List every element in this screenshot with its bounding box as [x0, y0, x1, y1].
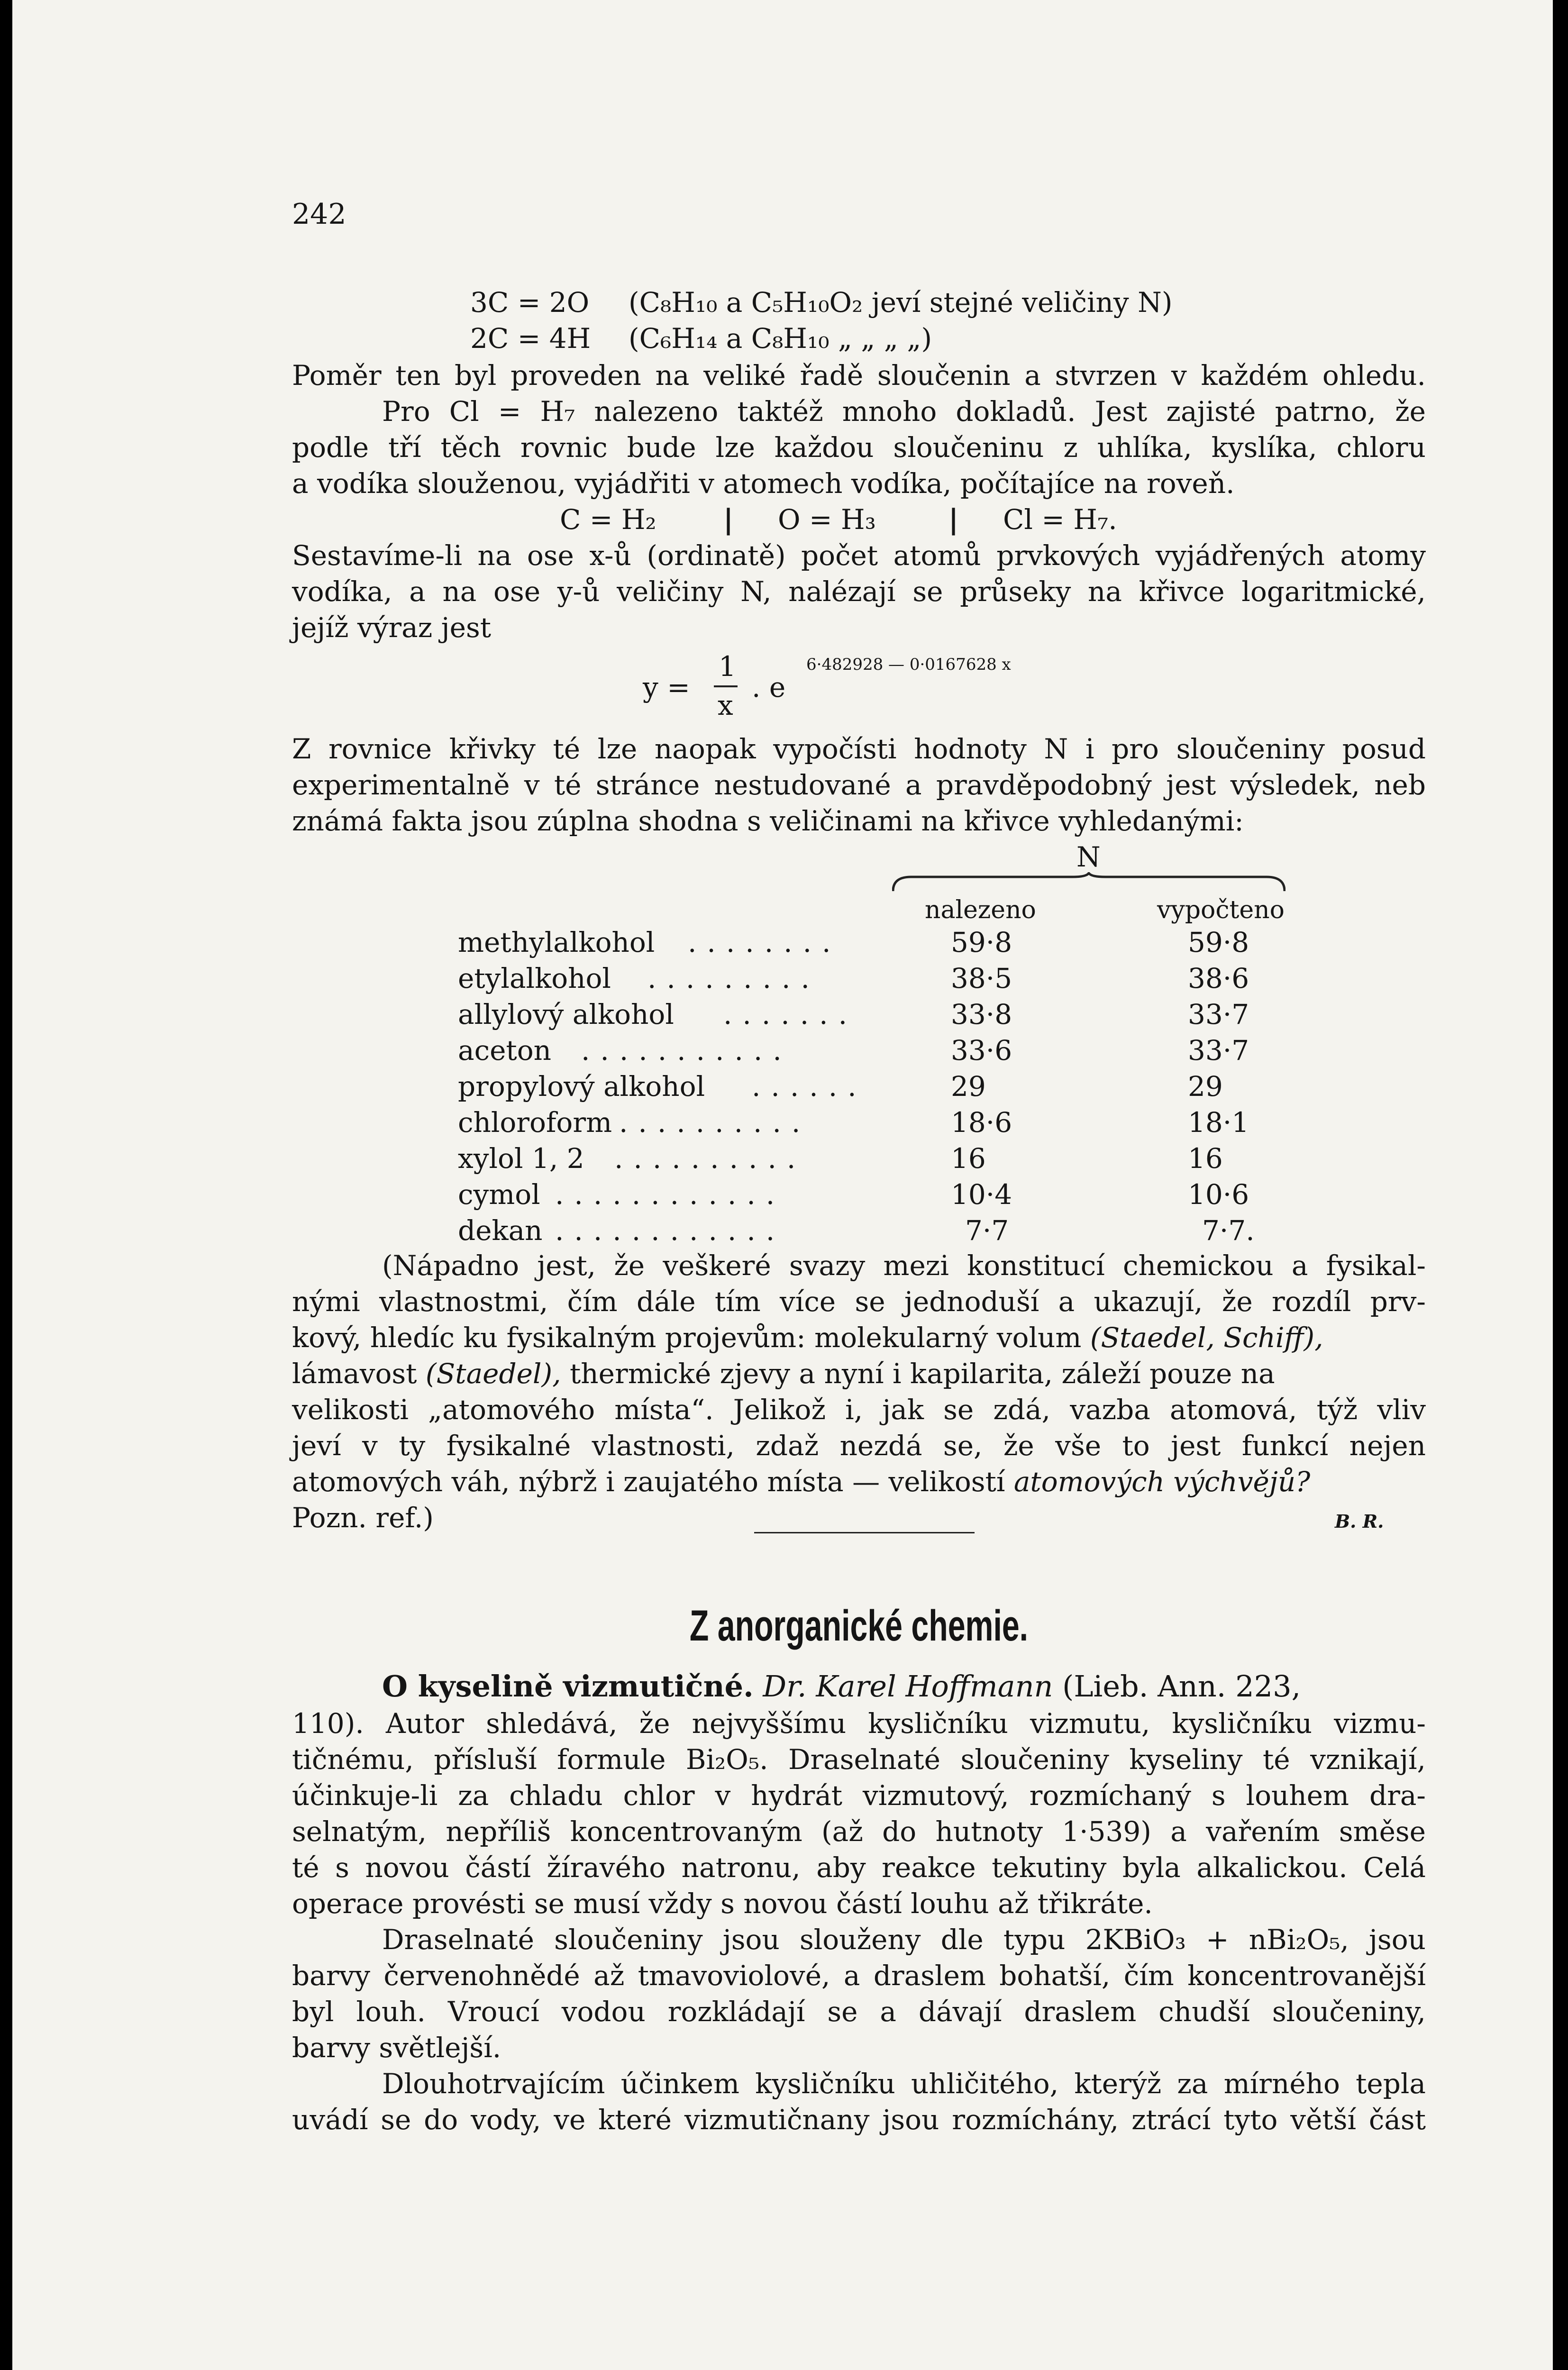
row-found: 16 — [951, 1142, 986, 1175]
article-author: Dr. Karel Hoffmann — [763, 1669, 1053, 1704]
ratio-chlorine: Cl = H₇. — [1003, 503, 1117, 536]
book-page — [12, 0, 1553, 2370]
table-row — [458, 1104, 1311, 1140]
table-row — [458, 1176, 1311, 1212]
note-line-2: nými vlastnostmi, čím dále tím více se jednoduší a ukazují, že rozdíl prv- — [292, 1285, 1426, 1318]
section-heading-wrap — [292, 1597, 1426, 1654]
note-line-7 — [292, 1464, 1310, 1500]
row-leaders: .......... — [619, 1106, 811, 1139]
ratio-separator-1: | — [723, 503, 734, 536]
table-row — [458, 1140, 1311, 1176]
row-calc: 38·6 — [1188, 962, 1249, 994]
logarithmic-formula — [643, 640, 1069, 720]
row-calc: 33·7 — [1188, 1034, 1249, 1066]
row-leaders: ........... — [581, 1034, 792, 1066]
article-line-9: byl louh. Vroucí vodou rozkládají se a dávají draslem chudší sloučeniny, — [292, 1996, 1426, 2028]
para3-line-2: experimentalně v té stránce nestudované a pravděpodobný jest výsledek, neb — [292, 769, 1426, 801]
row-found: 38·5 — [951, 962, 1012, 994]
article-first-line — [382, 1668, 1301, 1705]
page-number: 242 — [292, 198, 346, 231]
row-substance: cymol — [458, 1178, 540, 1211]
row-leaders: ....... — [723, 998, 858, 1030]
formula-denominator: x — [718, 689, 733, 721]
row-leaders: .......... — [614, 1142, 806, 1175]
article-line-8: barvy červenohnědé až tmavoviolové, a draslem bohatší, čím koncentrovanější — [292, 1960, 1426, 1992]
row-found: 59·8 — [951, 926, 1012, 958]
para2-line-3: jejíž výraz jest — [292, 611, 492, 644]
row-found: 29 — [951, 1070, 986, 1103]
row-substance: aceton — [458, 1034, 551, 1066]
note-line-6: jeví v ty fysikalné vlastnosti, zdaž nezdá se, že vše to jest funkcí nejen — [292, 1430, 1426, 1462]
equivalence-2-note: (C₆H₁₄ a C₈H₁₀ „ „ „ „) — [629, 322, 932, 355]
row-calc: 16 — [1188, 1142, 1223, 1175]
formula-numerator: 1 — [719, 650, 736, 683]
note-line-7-text: atomových váh, nýbrž i zaujatého místa — velikostí — [292, 1466, 1014, 1498]
row-calc: 18·1 — [1188, 1106, 1249, 1139]
row-calc: 10·6 — [1188, 1178, 1249, 1211]
row-substance: xylol 1, 2 — [458, 1142, 584, 1175]
para2-line-1: Sestavíme-li na ose x-ů (ordinatě) počet atomů prvkových vyjádřených atomy — [292, 539, 1426, 572]
row-found: 33·6 — [951, 1034, 1012, 1066]
para1-line-1: Poměr ten byl proveden na veliké řadě sloučenin a stvrzen v každém ohledu. — [292, 359, 1426, 392]
row-calc: 59·8 — [1188, 926, 1249, 958]
row-leaders: ...... — [752, 1070, 867, 1103]
row-leaders: ........ — [688, 926, 841, 958]
article-line-7: Draselnaté sloučeniny jsou slouženy dle typu 2KBiO₃ + nBi₂O₅, jsou — [382, 1923, 1426, 1956]
col-vypocteno: vypočteno — [1157, 896, 1285, 924]
table-row — [458, 960, 1311, 996]
table-row — [458, 1032, 1311, 1068]
row-substance: etylalkohol — [458, 962, 611, 994]
note-line-3 — [292, 1320, 1323, 1356]
row-substance: allylový alkohol — [458, 998, 674, 1030]
equivalence-2: 2C = 4H — [470, 322, 591, 355]
note-line-3-citation: (Staedel, Schiff), — [1090, 1322, 1323, 1354]
article-line-11: Dlouhotrvajícím účinkem kysličníku uhličitého, kterýž za mírného tepla — [382, 2068, 1426, 2100]
equivalence-1: 3C = 2O — [470, 286, 590, 319]
table-row — [458, 1068, 1311, 1104]
table-row — [458, 924, 1311, 960]
equivalence-1-note: (C₈H₁₀ a C₅H₁₀O₂ jeví stejné veličiny N) — [629, 286, 1173, 319]
article-line-6: operace provésti se musí vždy s novou částí louhu až třikráte. — [292, 1887, 1153, 1920]
para1-line-4: a vodíka slouženou, vyjádřiti v atomech vodíka, počítajíce na roveň. — [292, 467, 1235, 500]
row-calc: 33·7 — [1188, 998, 1249, 1030]
row-found: 18·6 — [951, 1106, 1012, 1139]
para3-line-1: Z rovnice křivky té lze naopak vypočísti hodnoty N i pro sloučeniny posud — [292, 733, 1426, 765]
article-line-12: uvádí se do vody, ve které vizmutičnany jsou rozmíchány, ztrácí tyto větší část — [292, 2104, 1426, 2136]
article-line-4: selnatým, nepříliš koncentrovaným (až do hutnoty 1·539) a vařením směse — [292, 1815, 1426, 1848]
note-line-4 — [292, 1356, 1275, 1392]
ratio-separator-2: | — [948, 503, 959, 536]
values-table — [458, 839, 1311, 1251]
note-line-8: Pozn. ref.) — [292, 1502, 434, 1534]
table-row — [458, 996, 1311, 1032]
col-nalezeno: nalezeno — [925, 896, 1036, 924]
note-line-4-rest: thermické zjevy a nyní i kapilarita, záleží pouze na — [561, 1358, 1275, 1390]
table-row — [458, 1212, 1311, 1249]
row-found: 10·4 — [951, 1178, 1012, 1211]
table-group-header: N — [1076, 841, 1101, 873]
note-line-7-italic: atomových výchvějů? — [1013, 1466, 1311, 1498]
para1-line-3: podle tří těch rovnic bude lze každou sloučeninu z uhlíka, kyslíka, chloru — [292, 431, 1426, 464]
row-substance: chloroform — [458, 1106, 612, 1139]
ratio-oxygen: O = H₃ — [778, 503, 876, 536]
formula-lhs: y = — [643, 671, 690, 703]
row-substance: propylový alkohol — [458, 1070, 705, 1103]
note-initials: B. R. — [1335, 1511, 1384, 1532]
row-calc: 29 — [1188, 1070, 1223, 1103]
note-separator — [754, 1532, 975, 1533]
row-found: 33·8 — [951, 998, 1012, 1030]
note-line-5: velikosti „atomového místa“. Jelikož i, jak se zdá, vazba atomová, týž vliv — [292, 1394, 1426, 1426]
article-line-1: 110). Autor shledává, že nejvyššímu kysličníku vizmutu, kysličníku vizmu- — [292, 1707, 1426, 1740]
table-body — [458, 924, 1311, 1251]
row-substance: methylalkohol — [458, 926, 655, 958]
section-title: Z anorganické chemie. — [689, 1602, 1029, 1650]
row-leaders: ............ — [555, 1178, 785, 1211]
row-substance: dekan — [458, 1214, 543, 1247]
article-line-3: účinkuje-li za chladu chlor v hydrát vizmutový, rozmíchaný s louhem dra- — [292, 1779, 1426, 1812]
note-line-1: (Nápadno jest, že veškeré svazy mezi konstitucí chemickou a fysikal- — [382, 1249, 1426, 1282]
note-line-4-lead: lámavost — [292, 1358, 426, 1390]
article-title: O kyselině vizmutičné. — [382, 1669, 754, 1704]
article-reference: (Lieb. Ann. 223, — [1062, 1669, 1301, 1704]
para1-line-2: Pro Cl = H₇ nalezeno taktéž mnoho dokladů. Jest zajisté patrno, že — [382, 395, 1426, 428]
row-found: 7·7 — [965, 1214, 1009, 1247]
formula-base: . e — [752, 671, 786, 703]
article-line-2: tičnému, přísluší formule Bi₂O₅. Draselnaté sloučeniny kyseliny té vznikají, — [292, 1743, 1426, 1776]
article-line-5: té s novou částí žíravého natronu, aby reakce tekutiny byla alkalickou. Celá — [292, 1851, 1426, 1884]
note-line-3-text: kový, hledíc ku fysikalným projevům: molekularný volum — [292, 1322, 1090, 1354]
para2-line-2: vodíka, a na ose y-ů veličiny N, nalézají se průseky na křivce logaritmické, — [292, 575, 1426, 608]
note-line-4-citation: (Staedel), — [425, 1358, 561, 1390]
formula-exponent: 6·482928 — 0·0167628 x — [806, 655, 1011, 674]
article-line-10: barvy světlejší. — [292, 2032, 501, 2064]
row-calc: 7·7. — [1202, 1214, 1255, 1247]
ratio-carbon: C = H₂ — [560, 503, 656, 536]
row-leaders: ......... — [647, 962, 820, 994]
row-leaders: ............ — [555, 1214, 785, 1247]
para3-line-3: známá fakta jsou zúplna shodna s veličinami na křivce vyhledanými: — [292, 805, 1244, 837]
